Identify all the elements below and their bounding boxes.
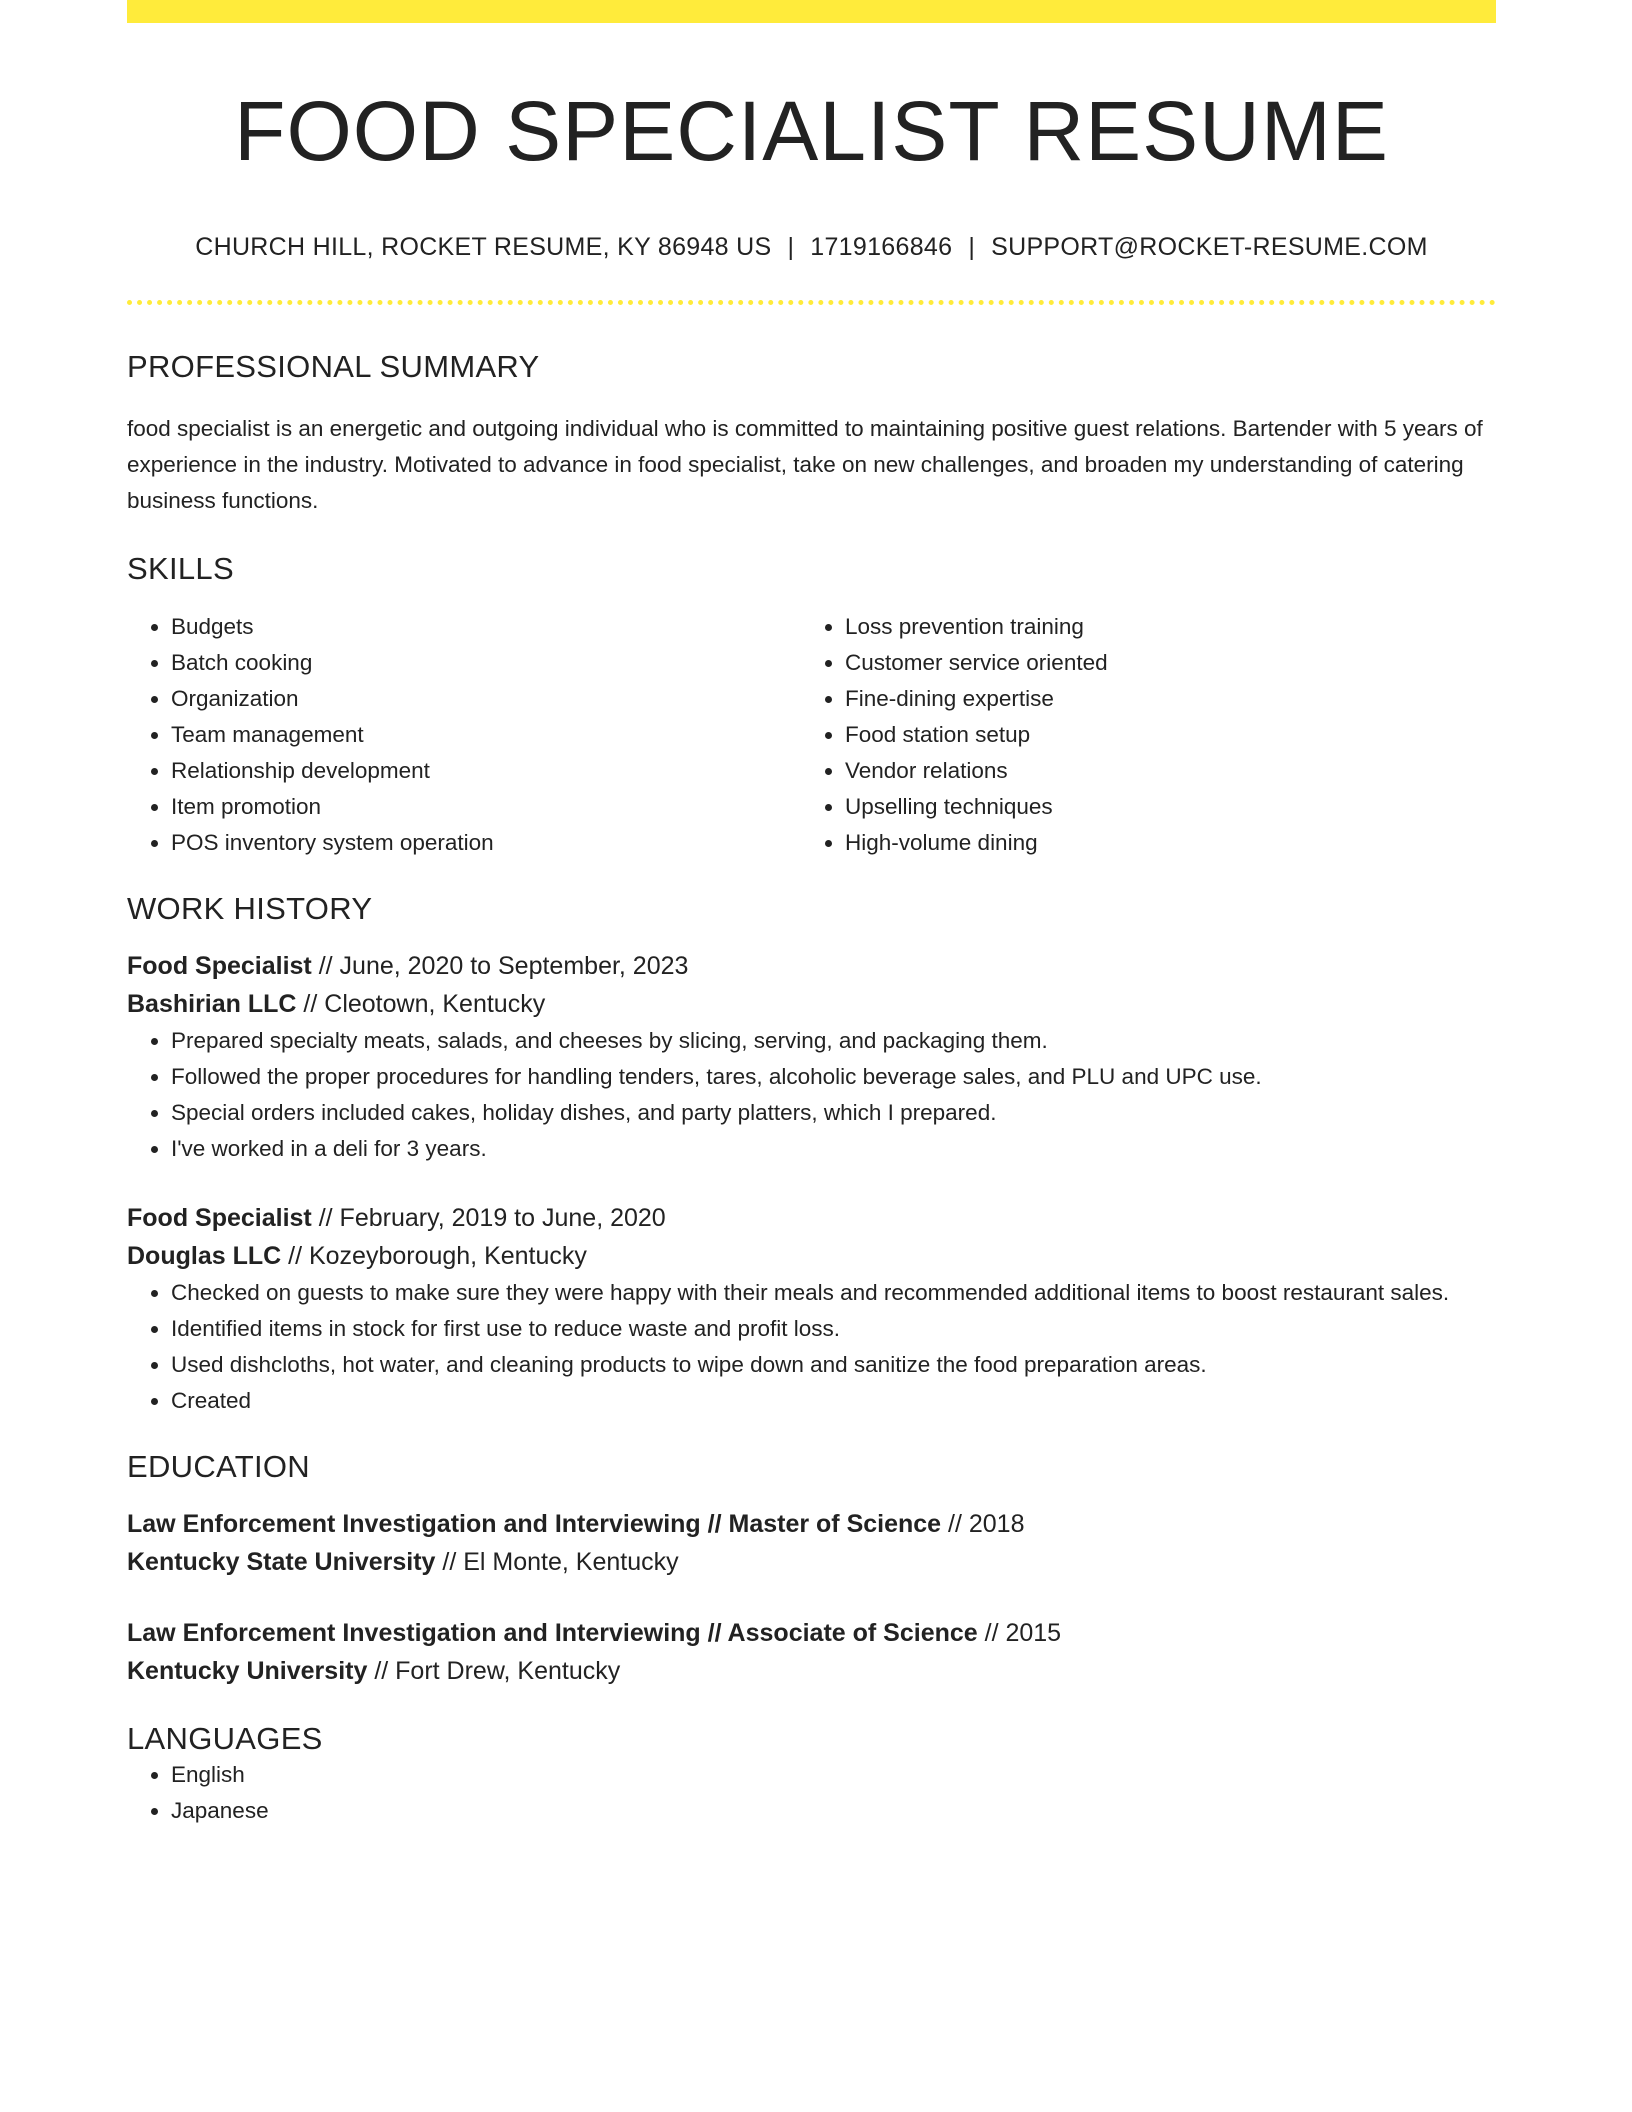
skills-columns [127,609,1496,861]
skill-item: • Food station setup [845,717,1475,753]
skill-item: • High-volume dining [845,825,1475,861]
skills-heading: SKILLS [127,551,234,587]
education-school: Kentucky University [127,1657,368,1686]
summary-heading: PROFESSIONAL SUMMARY [127,349,540,385]
skill-item: • Relationship development [171,753,801,789]
job-title-line [127,1199,1496,1237]
education-location: // El Monte, Kentucky [435,1548,679,1577]
education-heading: EDUCATION [127,1449,310,1485]
job-location: // Kozeyborough, Kentucky [281,1242,587,1271]
job-title: Food Specialist [127,1204,312,1233]
job-bullet-list [127,1275,1496,1419]
accent-top-bar [127,0,1496,23]
job-dates: // February, 2019 to June, 2020 [311,1204,666,1233]
skill-item: • Vendor relations [845,753,1475,789]
job-company-line [127,1237,1496,1275]
education-degree-line [127,1505,1496,1543]
job-bullet: • Created [171,1383,1496,1419]
skill-item: • Fine-dining expertise [845,681,1475,717]
resume-title: FOOD SPECIALIST RESUME [234,84,1389,178]
job-bullet: • Identified items in stock for first use to reduce waste and profit loss. [171,1311,1496,1347]
education-location: // Fort Drew, Kentucky [367,1657,621,1686]
contact-separator: | [787,233,795,262]
job-company: Bashirian LLC [127,990,297,1019]
skill-item: • Upselling techniques [845,789,1475,825]
resume-content [127,0,1496,1829]
work-history-heading: WORK HISTORY [127,891,373,927]
job-dates: // June, 2020 to September, 2023 [311,952,689,981]
job-title: Food Specialist [127,952,312,981]
dotted-divider [127,300,1496,305]
skill-item: • Budgets [171,609,801,645]
job-entry [127,1199,1496,1419]
job-bullet: • I've worked in a deli for 3 years. [171,1131,1496,1167]
skill-item: • Organization [171,681,801,717]
skill-item: • Batch cooking [171,645,801,681]
contact-line [127,233,1496,262]
education-entry [127,1505,1496,1581]
education-entry [127,1614,1496,1690]
education-degree-line [127,1614,1496,1652]
job-bullet: • Followed the proper procedures for handling tenders, tares, alcoholic beverage sales, and PLU and UPC use. [171,1059,1496,1095]
language-item: • English [171,1757,1496,1793]
languages-list [127,1757,1496,1829]
skill-item: • Customer service oriented [845,645,1475,681]
education-year: // 2018 [941,1510,1025,1539]
contact-separator: | [968,233,976,262]
language-item: • Japanese [171,1793,1496,1829]
skill-item: • Item promotion [171,789,801,825]
contact-email: SUPPORT@ROCKET-RESUME.COM [991,233,1428,262]
languages-heading: LANGUAGES [127,1721,323,1757]
education-degree: Law Enforcement Investigation and Interviewing // Master of Science [127,1510,942,1539]
job-bullet: • Special orders included cakes, holiday dishes, and party platters, which I prepared. [171,1095,1496,1131]
job-bullet: • Used dishcloths, hot water, and cleaning products to wipe down and sanitize the food preparation areas. [171,1347,1496,1383]
job-company: Douglas LLC [127,1242,282,1271]
skills-left-list [127,609,801,861]
skill-item: • Loss prevention training [845,609,1475,645]
job-bullet-list [127,1023,1496,1167]
skill-item: • POS inventory system operation [171,825,801,861]
education-school-line [127,1543,1496,1581]
job-bullet: • Prepared specialty meats, salads, and cheeses by slicing, serving, and packaging them. [171,1023,1496,1059]
job-company-line [127,985,1496,1023]
skill-item: • Team management [171,717,801,753]
job-title-line [127,947,1496,985]
skills-right-list [801,609,1475,861]
education-year: // 2015 [977,1619,1062,1648]
summary-text: food specialist is an energetic and outgoing individual who is committed to maintaining positive guest relations. Bartender with 5 years of experience in the industry. Motivated to advance in food specialist, take on new challenges, and broaden my understanding of catering business functions. [127,416,1483,514]
contact-phone: 1719166846 [810,233,953,262]
education-school-line [127,1652,1496,1690]
job-entry [127,947,1496,1167]
job-bullet: • Checked on guests to make sure they were happy with their meals and recommended additional items to boost restaurant sales. [171,1275,1496,1311]
education-school: Kentucky State University [127,1548,436,1577]
contact-address: CHURCH HILL, ROCKET RESUME, KY 86948 US [195,233,772,262]
education-degree: Law Enforcement Investigation and Interviewing // Associate of Science [127,1619,978,1648]
job-location: // Cleotown, Kentucky [296,990,546,1019]
